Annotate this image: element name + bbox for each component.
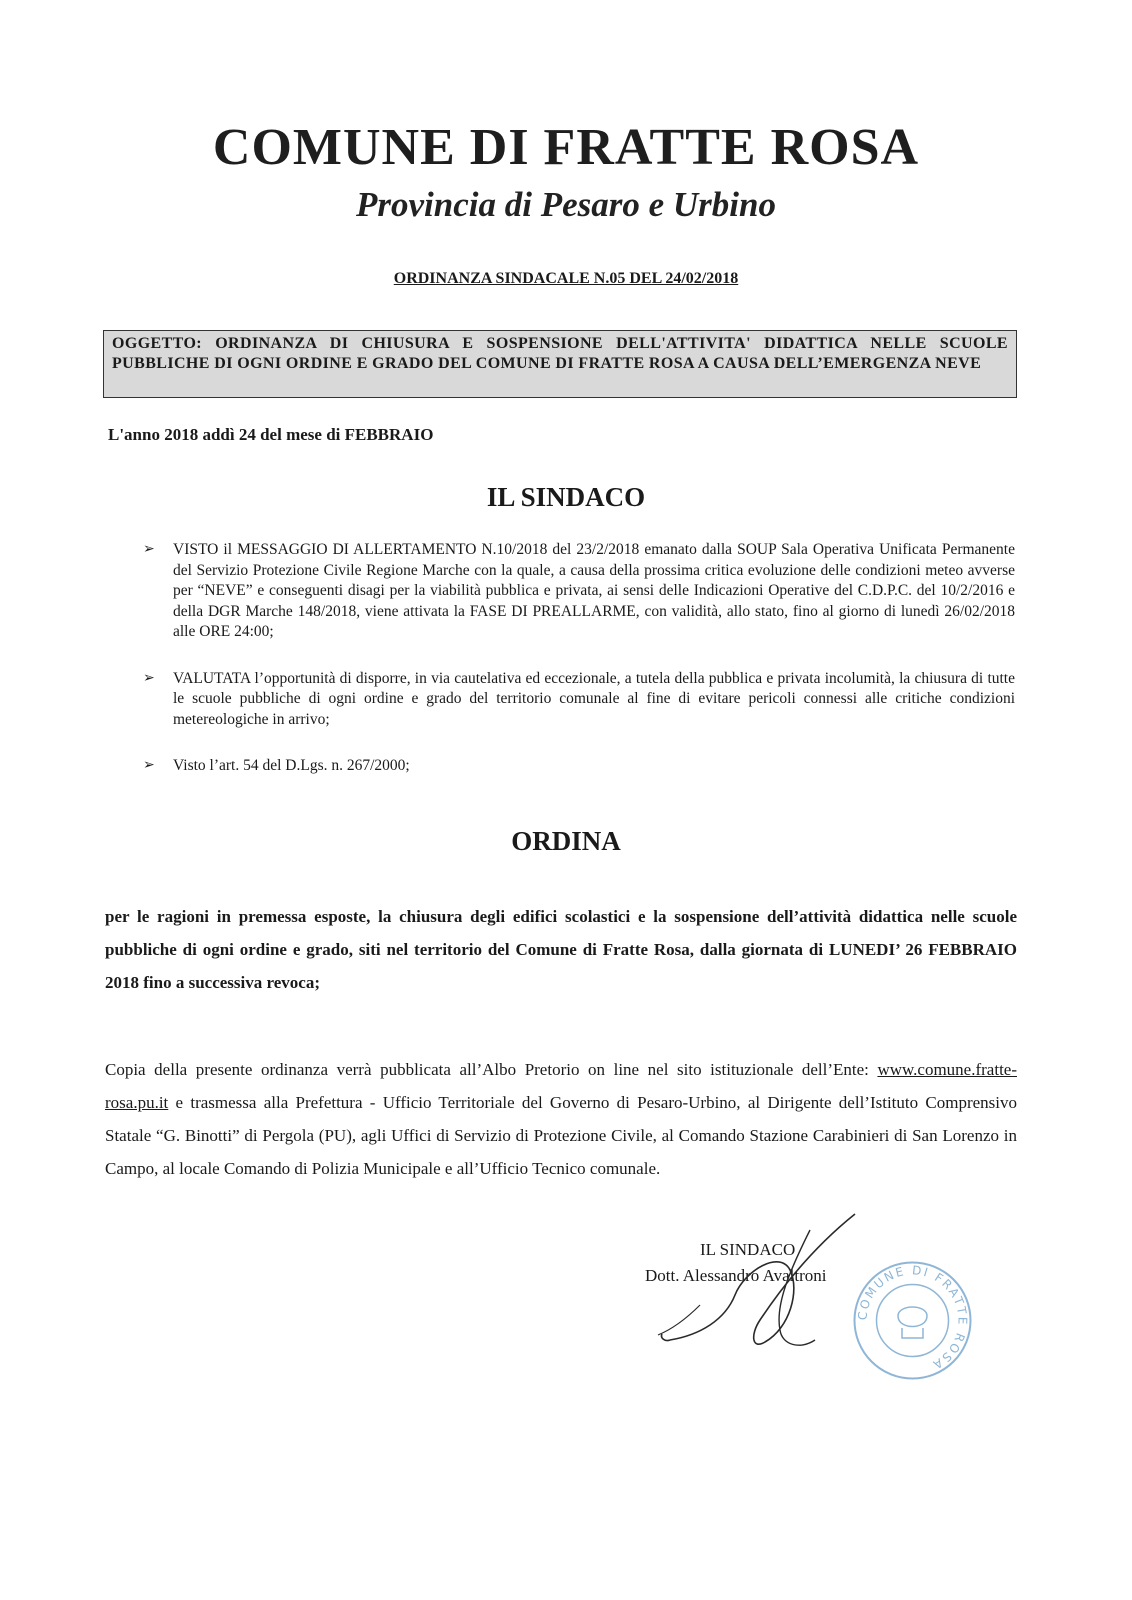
website-link[interactable]: www.comune.fratte-rosa.pu.it [105, 1060, 1017, 1112]
arrow-bullet-icon: ➢ [143, 542, 155, 557]
premise-text: VISTO il MESSAGGIO DI ALLERTAMENTO N.10/2018 del 23/2/2018 emanato dalla SOUP Sala Operativa Unificata Permanente del Servizio Protezione Civile Regione Marche con la quale, a causa della prossima critica evoluzione delle condizioni meteo avverse per “NEVE” e conseguenti disagi per la viabilità pubblica e privata, ai sensi delle Indicazioni Operative del C.D.P.C. del 10/2/2016 e della DGR Marche 148/2018, viene attivata la FASE DI PREALLARME, con validità, allo stato, fino al giorno di lunedì 26/02/2018 alle ORE 24:00; [173, 541, 1015, 640]
municipal-stamp-icon [850, 1258, 975, 1383]
date-line: L'anno 2018 addì 24 del mese di FEBBRAIO [108, 425, 434, 444]
stamp-text: COMUNE DI FRATTE ROSA [855, 1263, 970, 1373]
list-item [143, 669, 1015, 731]
heading-ordina: ORDINA [511, 826, 621, 856]
copy-notice-text: e trasmessa alla Prefettura - Ufficio Territoriale del Governo di Pesaro-Urbino, al Dirigente dell’Istituto Comprensivo Statale “G. Binotti” di Pergola (PU), agli Uffici di Servizio di Protezione Civile, al Comando Stazione Carabinieri di San Lorenzo in Campo, al locale Comando di Polizia Municipale e all’Ufficio Tecnico comunale. [105, 1093, 1017, 1178]
arrow-bullet-icon: ➢ [143, 758, 155, 773]
municipality-title: COMUNE DI FRATTE ROSA [212, 119, 920, 176]
premise-text: Visto l’art. 54 del D.Lgs. n. 267/2000; [173, 757, 410, 774]
ordinance-number: ORDINANZA SINDACALE N.05 DEL 24/02/2018 [393, 270, 739, 287]
subject-box: OGGETTO: ORDINANZA DI CHIUSURA E SOSPENSIONE DELL'ATTIVITA' DIDATTICA NELLE SCUOLE PUBBLICHE DI OGNI ORDINE E GRADO DEL COMUNE DI FRATTE ROSA A CAUSA DELL’EMERGENZA NEVE [103, 330, 1017, 398]
premises-list [143, 540, 1015, 795]
premise-text: VALUTATA l’opportunità di disporre, in via cautelativa ed eccezionale, a tutela della pubblica e privata incolumità, la chiusura di tutte le scuole pubbliche di ogni ordine e grado del territorio comunale al fine di evitare pericoli connessi alle critiche condizioni metereologiche in arrivo; [173, 669, 1015, 728]
heading-il-sindaco: IL SINDACO [486, 482, 646, 512]
copy-notice-text: Copia della presente ordinanza verrà pubblicata all’Albo Pretorio on line nel sito istituzionale dell’Ente: [105, 1060, 878, 1079]
list-item [143, 756, 1015, 777]
order-text: per le ragioni in premessa esposte, la chiusura degli edifici scolastici e la sospensione dell’attività didattica nelle scuole pubbliche di ogni ordine e grado, siti nel territorio del Comune di Fratte Rosa, dalla giornata di LUNEDI’ 26 FEBBRAIO 2018 fino a successiva revoca; [105, 907, 1017, 992]
signature-title: IL SINDACO [700, 1240, 796, 1259]
handwritten-signature-icon [640, 1210, 880, 1360]
list-item [143, 540, 1015, 643]
province-subtitle: Provincia di Pesaro e Urbino [356, 185, 776, 224]
copy-notice [105, 1053, 1017, 1185]
signature-name: Dott. Alessandro Avaltroni [645, 1266, 827, 1285]
arrow-bullet-icon: ➢ [143, 670, 155, 686]
